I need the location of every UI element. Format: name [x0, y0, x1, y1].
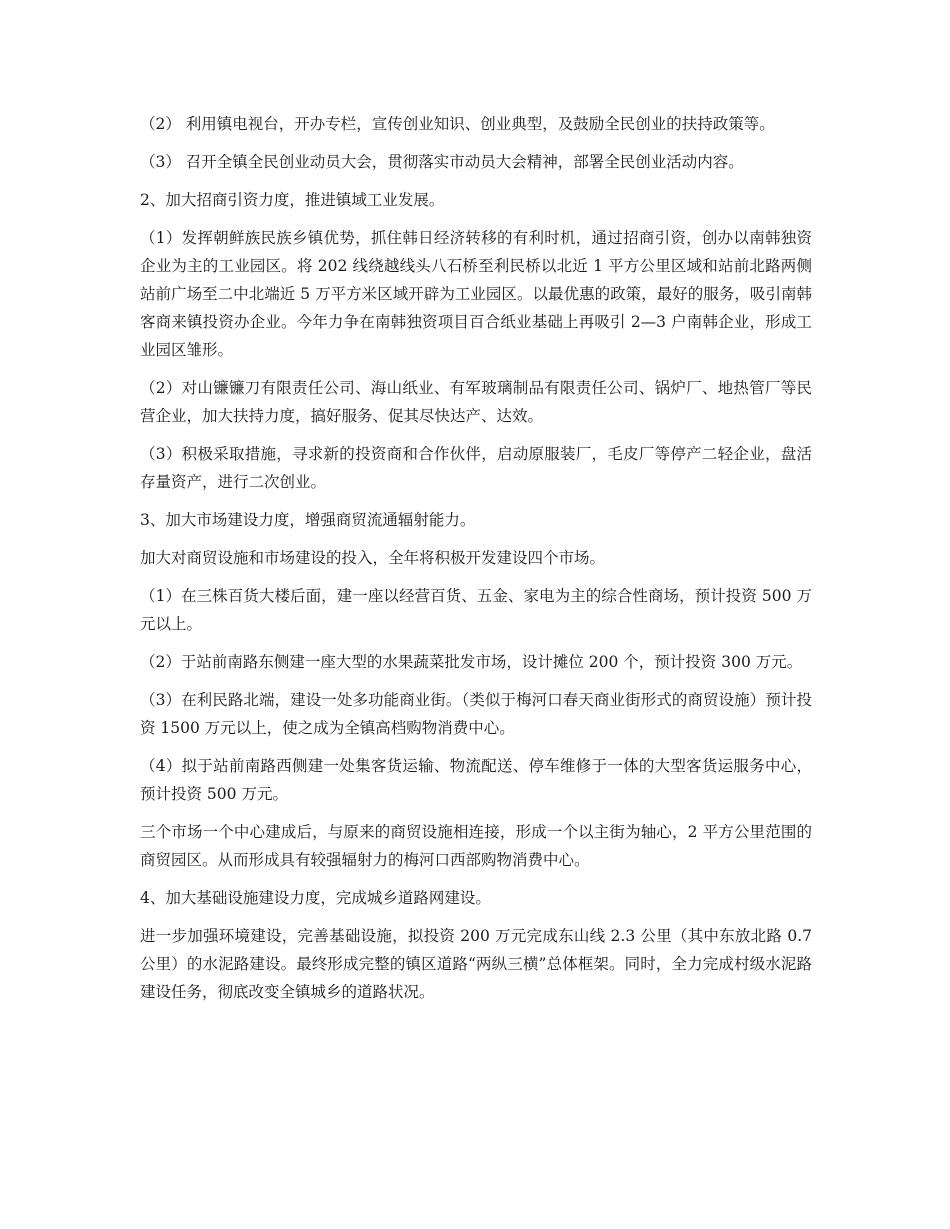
paragraph-7: （1）在三株百货大楼后面，建一座以经营百货、五金、家电为主的综合性商场，预计投资 500 万元以上。	[140, 587, 812, 633]
paragraph-11: 三个市场一个中心建成后，与原来的商贸设施相连接，形成一个以主街为轴心，2 平方公里范围的商贸园区。从而形成具有较强辐射力的梅河口西部购物消费中心。	[140, 823, 812, 869]
paragraph-5: （3）积极采取措施，寻求新的投资商和合作伙伴，启动原服装厂，毛皮厂等停产二轻企业，盘活存量资产，进行二次创业。	[140, 445, 812, 491]
section-heading-2: 2、加大招商引资力度，推进镇域工业发展。	[140, 191, 445, 209]
paragraph-2: （3） 召开全镇全民创业动员大会，贯彻落实市动员大会精神，部署全民创业活动内容。	[140, 153, 744, 171]
paragraph-6: 加大对商贸设施和市场建设的投入，全年将积极开发建设四个市场。	[140, 549, 606, 567]
paragraph-4: （2）对山镰镰刀有限责任公司、海山纸业、有军玻璃制品有限责任公司、锅炉厂、地热管厂等民营企业，加大扶持力度，搞好服务、促其尽快达产、达效。	[140, 379, 812, 425]
paragraph-3: （1）发挥朝鲜族民族乡镇优势，抓住韩日经济转移的有利时机，通过招商引资，创办以南韩独资企业为主的工业园区。将 202 线绕越线头八石桥至利民桥以北近 1 平方公里区域和站前北路两侧站前广场至二中北端近 5 万平方米区域开辟为工业园区。以最优惠的政策，最好的服务，吸引南韩客商来镇投资办企业。今年力争在南韩独资项目百合纸业基础上再吸引 2—3 户南韩企业，形成工业园区雏形。	[140, 229, 812, 359]
paragraph-8: （2）于站前南路东侧建一座大型的水果蔬菜批发市场，设计摊位 200 个，预计投资 300 万元。	[140, 653, 803, 671]
section-heading-3: 3、加大市场建设力度，增强商贸流通辐射能力。	[140, 511, 476, 529]
paragraph-10: （4）拟于站前南路西侧建一处集客货运输、物流配送、停车维修于一体的大型客货运服务中心，预计投资 500 万元。	[140, 757, 812, 803]
paragraph-12: 进一步加强环境建设，完善基础设施，拟投资 200 万元完成东山线 2.3 公里（其中东放北路 0.7 公里）的水泥路建设。最终形成完整的镇区道路“两纵三横”总体框架。同时，全力完成村级水泥路建设任务，彻底改变全镇城乡的道路状况。	[140, 927, 812, 1001]
section-heading-4: 4、加大基础设施建设力度，完成城乡道路网建设。	[140, 889, 491, 907]
paragraph-1: （2） 利用镇电视台，开办专栏，宣传创业知识、创业典型，及鼓励全民创业的扶持政策等。	[140, 115, 775, 133]
document-body	[140, 110, 812, 1016]
paragraph-9: （3）在利民路北端，建设一处多功能商业街。（类似于梅河口春天商业街形式的商贸设施）预计投资 1500 万元以上，使之成为全镇高档购物消费中心。	[140, 691, 812, 737]
